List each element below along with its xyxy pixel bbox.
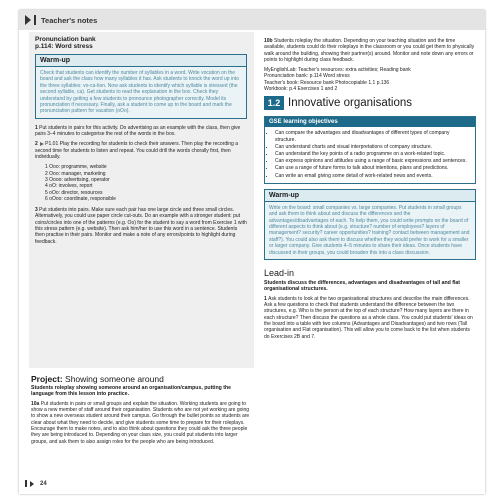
exercise-3-text: 3 Put students into pairs. Make sure each pair has one large circle and three small circles. Alternatively, you could use paper circle cut-outs. Do an example with a stronger student: put coins/circles into one of the patterns (e.g. Oo) for the student to say a word from Exercise 1 with this stress pattern (e.g. website). Then ask him/her to use this word in a sentence. Students then practise in their pairs. Monitor and make a note of any errors/points to highlight during feedback. (35, 207, 247, 245)
list-item: 4 oO: involves, report (45, 183, 93, 190)
chevron-right-icon (25, 15, 31, 25)
unit-warm-up-box (264, 189, 476, 260)
divider (34, 15, 36, 25)
project-section (31, 374, 253, 449)
reference-line: Teacher's book: Resource bank Photocopiable 1.1 p.136 (264, 79, 390, 86)
document-page (19, 10, 485, 494)
list-item: 6 oOoo: coordinate, responsible (45, 195, 116, 202)
lead-in-exercise-1-text: 1 Ask students to look at the two organisational structures and describe the main differences. Ask a few questions to check that students understand the difference between the two structures, e.g. Who is the person at the top of each structure? How many layers are there in each structure? Then discuss the questions as a whole class. You could put students' ideas on the board into a table with two columns (Advantages and Disadvantages) and two rows (Tall organisation and Flat organisation). This will allow you to come back to the list when students do Exercises 2B and 7. (264, 295, 473, 340)
pronunciation-bank-section (35, 36, 247, 249)
gse-title: GSE learning objectives (265, 117, 475, 127)
gse-objectives-box (264, 116, 476, 183)
project-title: Project: Showing someone around (31, 374, 164, 384)
reference-line: Workbook: p.4 Exercises 1 and 2 (264, 86, 338, 93)
list-item: • Can use a range of future forms to talk about intentions, plans and predictions. (275, 165, 471, 171)
exercise-1-text: 1 Put students in pairs for this activity. Do advertising as an example with the class, then give pairs 3–4 minutes to categorise the rest of the words in the box. (35, 124, 241, 138)
exercise-10b-text: 10b Students roleplay the situation. Depending on your teaching situation and the time available, students could do their roleplays in the classroom or you could get them to physically walk around the building, showing their partner(s) around. Monitor and note down any errors or points to highlight during class feedback. (264, 38, 475, 63)
lead-in-subheading: Students discuss the differences, advantages and disadvantages of tall and flat organisational structures. (264, 280, 461, 293)
gse-list (265, 127, 475, 182)
project-subheading: Students roleplay showing someone around an organisation/campus, putting the language from this lesson into practice. (31, 385, 232, 398)
list-item: 3 Oooo: advertising, operator (45, 176, 110, 183)
lead-in-title: Lead-in (264, 268, 295, 279)
exercise-10a-text: 10a Put students in pairs or small groups and explain the situation. Working students are going to show a new member of staff around their organisation. Students who are not yet working are going to show a new overseas student around their campus. Go through the bullet points so students are clear about what they need to decide, and give students some time to prepare for their roleplays. Encourage them to make notes, and to also think about questions they could ask the three people they are being introduced to. Depending on your class size, you could put students into larger groups, and ask them to also assign roles for the people who are being introduced. (31, 400, 250, 445)
audio-play-icon[interactable] (40, 142, 44, 146)
chevron-right-icon (30, 481, 34, 487)
list-item: • Can understand charts and visual interpretations of company structure. (275, 144, 471, 150)
warm-up-text: Write on the board: small companies vs. large companies. Put students in small groups and ask them to think about and discuss the differences and the advantages/disadvantages of each. To help them, you could write prompts on the board of different aspects to think about (e.g. structure? number of employees? layers of management? security? career opportunities? training? contact between management and staff?). You could also ask them to discuss whether they would prefer to work for a smaller or larger company. Give students 4–5 minutes to share their ideas. Once students have discussed in their groups, you could broaden this into a class discussion. (269, 204, 470, 256)
warm-up-title: Warm-up (36, 55, 246, 67)
list-item: • Can express opinions and attitudes using a range of basic expressions and sentences. (275, 158, 471, 164)
header-title: Teacher's notes (41, 15, 98, 25)
pronunciation-heading: Pronunciation bank (35, 36, 96, 43)
list-item: 1 Ooo: programme, website (45, 164, 107, 171)
list-item: • Can compare the advantages and disadvantages of different types of company structure. (275, 130, 471, 142)
unit-title: Innovative organisations (288, 97, 413, 110)
pronunciation-warm-up-box (35, 54, 247, 119)
pronunciation-subheading: p.114: Word stress (35, 43, 93, 50)
page-number: 24 (40, 480, 47, 487)
unit-number: 1.2 (264, 96, 284, 110)
answer-list (35, 164, 247, 202)
list-item: 2 Ooo: manager, marketing (45, 170, 106, 177)
unit-heading (264, 96, 476, 110)
exercise-2-text: 2 P1.01 Play the recording for students to check their answers. Then play the recording a second time for students to listen and repeat. You could drill the words chorally first, then individually. (35, 141, 238, 161)
warm-up-title: Warm-up (265, 190, 475, 202)
list-item: • Can understand the key points of a radio programme on a work-related topic. (275, 151, 471, 157)
warm-up-text: Check that students can identify the number of syllables in a word. Write vocation on the board and ask the class how many syllables it has. Ask students to knock the word up into the three syllables: vo-ca-tion. Now ask students to identify which syllable is stressed (the second syllable, ca). Get students to read the explanation in the box. Check they understand by getting a few students to pronounce photographer correctly. Model its pronunciation if necessary. Finally, ask a student to come up to the board and mark the pronunciation pattern for vacation (oOo). (40, 70, 239, 115)
reference-line: Pronunciation bank: p.114 Word stress (264, 73, 350, 80)
page-footer (25, 480, 47, 487)
list-item: 5 oOo: director, resources (45, 189, 103, 196)
divider (25, 480, 27, 487)
page-header (19, 10, 485, 30)
list-item: • Can write an email giving some detail of work-related news and events. (275, 173, 471, 179)
references (264, 67, 476, 92)
right-column (264, 38, 476, 344)
reference-line: MyEnglishLab: Teacher's resources: extra activities; Reading bank (264, 67, 411, 74)
